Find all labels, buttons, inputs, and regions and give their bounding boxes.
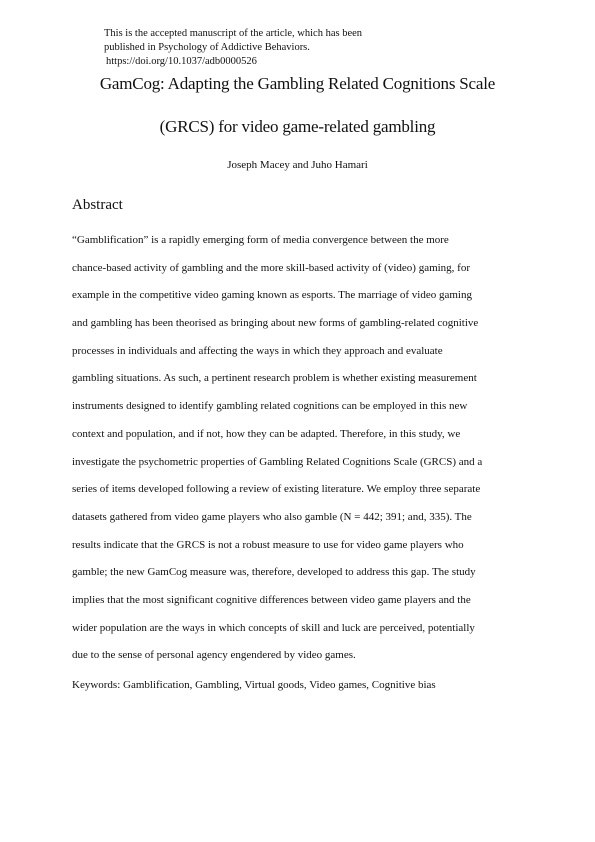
authors: Joseph Macey and Juho Hamari <box>227 159 368 171</box>
abstract-line: results indicate that the GRCS is not a robust measure to use for video game players who <box>72 538 464 551</box>
abstract-line: gamble; the new GamCog measure was, therefore, developed to address this gap. The study <box>72 566 476 579</box>
abstract-line: example in the competitive video gaming known as esports. The marriage of video gaming <box>72 289 472 302</box>
manuscript-note-line-1: This is the accepted manuscript of the article, which has been <box>104 28 363 39</box>
abstract-line: context and population, and if not, how they can be adapted. Therefore, in this study, we <box>72 427 461 440</box>
abstract-line: series of items developed following a review of existing literature. We employ three separate <box>72 483 481 496</box>
abstract-line: processes in individuals and affecting the ways in which they approach and evaluate <box>72 344 443 357</box>
manuscript-note-line-2: published in Psychology of Addictive Behaviors. <box>104 42 310 53</box>
abstract-line: datasets gathered from video game players who also gamble (N = 442; 391; and, 335). The <box>72 510 472 523</box>
abstract-line: instruments designed to identify gambling related cognitions can be employed in this new <box>72 400 468 413</box>
abstract-line: “Gamblification” is a rapidly emerging form of media convergence between the more <box>72 234 449 246</box>
abstract-line: gambling situations. As such, a pertinent research problem is whether existing measurement <box>72 372 477 385</box>
keywords: Keywords: Gamblification, Gambling, Virtual goods, Video games, Cognitive bias <box>72 679 436 691</box>
abstract-line: implies that the most significant cognitive differences between video game players and the <box>72 593 471 606</box>
doi-link[interactable]: https://doi.org/10.1037/adb0000526 <box>106 56 257 67</box>
paper-title-line-1: GamCog: Adapting the Gambling Related Cognitions Scale <box>99 74 496 93</box>
abstract-line: due to the sense of personal agency engendered by video games. <box>72 649 356 662</box>
abstract-line: wider population are the ways in which concepts of skill and luck are perceived, potentially <box>72 621 475 634</box>
abstract-body <box>72 233 527 676</box>
paper-title-line-2: (GRCS) for video game-related gambling <box>159 117 436 136</box>
abstract-line: chance-based activity of gambling and the more skill-based activity of (video) gaming, for <box>72 261 471 274</box>
abstract-heading: Abstract <box>72 197 123 213</box>
abstract-line: and gambling has been theorised as bringing about new forms of gambling-related cognitive <box>72 317 479 330</box>
manuscript-note <box>104 27 362 69</box>
abstract-line: investigate the psychometric properties of Gambling Related Cognitions Scale (GRCS) and a <box>72 455 483 468</box>
